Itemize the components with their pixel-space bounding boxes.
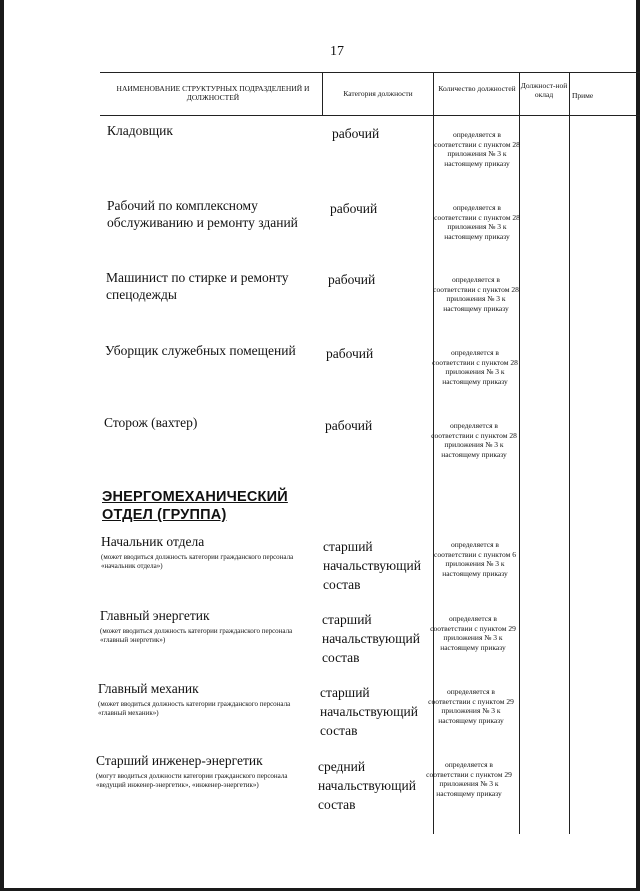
- page-number: 17: [330, 44, 344, 59]
- header-col-salary: Должност-ной оклад: [520, 81, 568, 99]
- position-name: Рабочий по комплексному обслуживанию и ремонту зданий: [107, 198, 298, 230]
- header-top-rule: [100, 72, 640, 73]
- position-category: рабочий: [326, 346, 374, 361]
- position-category: рабочий: [328, 272, 376, 287]
- position-category: средний начальствующий состав: [318, 759, 416, 812]
- position-quantity: определяется в соответствии с пунктом 29 приложения № 3 к настоящему приказу: [430, 614, 516, 652]
- position-title: Главный энергетик: [100, 608, 210, 623]
- position-name: [98, 680, 313, 717]
- position-title: Главный механик: [98, 681, 199, 696]
- position-note: (может вводиться должность категории гражданского персонала «главный механик»): [98, 700, 291, 717]
- position-category: старший начальствующий состав: [322, 612, 420, 665]
- position-category: рабочий: [325, 418, 373, 433]
- position-title: Старший инженер-энергетик: [96, 753, 263, 768]
- position-name: [96, 752, 311, 789]
- header-col-category: Категория должности: [343, 89, 413, 98]
- header-col-name: НАИМЕНОВАНИЕ СТРУКТУРНЫХ ПОДРАЗДЕЛЕНИЙ И ДОЛЖНОСТЕЙ: [116, 84, 310, 102]
- position-note: (могут вводиться должности категории гражданского персонала «ведущий инженер-энергетик», «инженер-энергетик»): [96, 772, 288, 789]
- position-name: [100, 607, 315, 644]
- scan-edge-right: [636, 0, 640, 891]
- column-rule-3: [519, 72, 520, 834]
- position-quantity: определяется в соответствии с пунктом 28 приложения № 3 к настоящему приказу: [434, 130, 520, 168]
- position-category: рабочий: [332, 126, 380, 141]
- position-category: старший начальствующий состав: [323, 539, 421, 592]
- position-note: (может вводиться должность категории гражданского персонала «начальник отдела»): [101, 553, 294, 570]
- header-col-quantity: Количество должностей: [438, 84, 516, 93]
- position-category: старший начальствующий состав: [320, 685, 418, 738]
- position-quantity: определяется в соответствии с пунктом 28 приложения № 3 к настоящему приказу: [433, 275, 519, 313]
- column-rule-1: [322, 72, 323, 116]
- position-quantity: определяется в соответствии с пунктом 29 приложения № 3 к настоящему приказу: [426, 760, 512, 798]
- position-name: Сторож (вахтер): [104, 415, 198, 430]
- position-note: (может вводиться должность категории гражданского персонала «главный энергетик»): [100, 627, 293, 644]
- position-name: Кладовщик: [107, 123, 173, 138]
- position-category: рабочий: [330, 201, 378, 216]
- section-title: ЭНЕРГОМЕХАНИЧЕСКИЙ ОТДЕЛ (ГРУППА): [102, 489, 288, 523]
- position-name: [101, 533, 316, 570]
- position-quantity: определяется в соответствии с пунктом 28 приложения № 3 к настоящему приказу: [431, 421, 517, 459]
- position-quantity: определяется в соответствии с пунктом 28 приложения № 3 к настоящему приказу: [434, 203, 520, 241]
- position-title: Начальник отдела: [101, 534, 205, 549]
- scan-edge-left: [0, 0, 4, 891]
- header-col-remarks: Приме: [572, 91, 594, 100]
- position-quantity: определяется в соответствии с пунктом 6 приложения № 3 к настоящему приказу: [434, 540, 516, 578]
- position-quantity: определяется в соответствии с пунктом 29 приложения № 3 к настоящему приказу: [428, 687, 514, 725]
- column-rule-4: [569, 72, 570, 834]
- position-name: Машинист по стирке и ремонту спецодежды: [106, 270, 289, 302]
- header-bottom-rule: [100, 115, 640, 116]
- position-quantity: определяется в соответствии с пунктом 28 приложения № 3 к настоящему приказу: [432, 348, 518, 386]
- position-name: Уборщик служебных помещений: [105, 343, 296, 358]
